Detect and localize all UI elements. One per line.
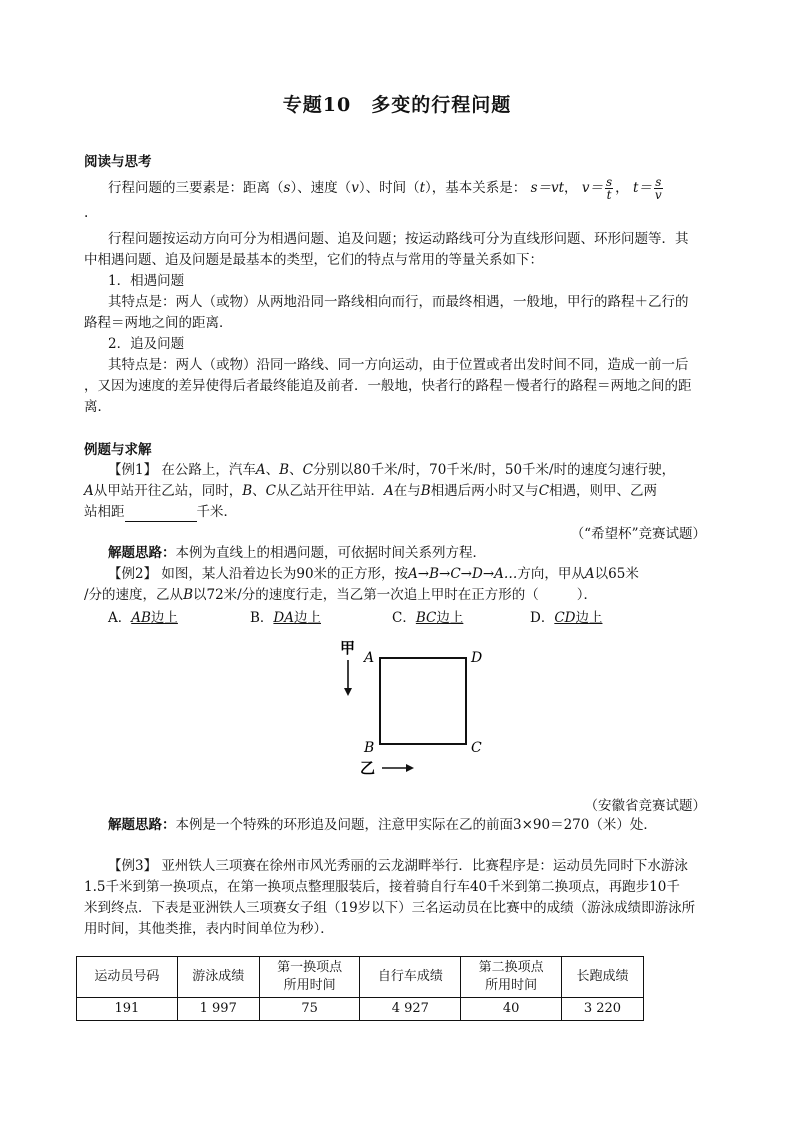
vertex-c: C bbox=[471, 740, 482, 756]
arrow-jia-head bbox=[344, 688, 352, 696]
example-1-hint: 解题思路：本例为直线上的相遇问题，可依据时间关系列方程． bbox=[108, 545, 486, 561]
arrow-yi-head bbox=[406, 764, 414, 772]
paragraph-meeting-2: 路程＝两地之间的距离． bbox=[84, 315, 233, 331]
option-d: D．CD边上 bbox=[530, 610, 603, 626]
example-3-line-3: 米到终点．下表是亚洲铁人三项赛女子组（19岁以下）三名运动员在比赛中的成绩（游泳成绩即游泳所 bbox=[84, 900, 696, 916]
paragraph-dot: . bbox=[84, 205, 89, 221]
header-swim: 游泳成绩 bbox=[177, 957, 259, 998]
table-row: 191 1 997 75 4 927 40 3 220 bbox=[77, 998, 644, 1021]
example-3-line-1: 【例3】 亚州铁人三项赛在徐州市风光秀丽的云龙湖畔举行．比赛程序是：运动员先同时下水游泳 bbox=[108, 858, 688, 874]
formula-t: t＝ bbox=[632, 180, 652, 196]
header-bike: 自行车成绩 bbox=[360, 957, 461, 998]
page-title: 专题10 多变的行程问题 bbox=[282, 94, 512, 116]
example-1-line-2: A从甲站开往乙站，同时，B、C从乙站开往甲站．A在与B相遇后两小时又与C相遇，则甲、乙两 bbox=[84, 483, 658, 499]
option-c: C．BC边上 bbox=[392, 610, 464, 626]
label-yi: 乙 bbox=[360, 759, 376, 777]
header-t1: 第一换项点 所用时间 bbox=[259, 957, 360, 998]
paragraph-chasing-1: 其特点是：两人（或物）沿同一路线、同一方向运动，由于位置或者出发时间不同，造成一前一后 bbox=[108, 357, 689, 373]
table-header-row bbox=[77, 957, 644, 998]
subheading-chasing: 2．追及问题 bbox=[108, 336, 185, 352]
example-1-line-1: 【例1】 在公路上，汽车A、B、C分别以80千米/时，70千米/时，50千米/时的速度匀速行驶， bbox=[108, 462, 676, 478]
label-jia: 甲 bbox=[340, 639, 356, 657]
vertex-a: A bbox=[364, 650, 375, 666]
example-2-line-1: 【例2】 如图，某人沿着边长为90米的正方形，按A→B→C→D→A…方向，甲从A以65米 bbox=[108, 566, 639, 582]
answer-blank bbox=[125, 507, 197, 522]
paragraph-classification-1: 行程问题按运动方向可分为相遇问题、追及问题；按运动路线可分为直线形问题、环形问题等．其 bbox=[108, 231, 689, 247]
subheading-meeting: 1．相遇问题 bbox=[108, 273, 185, 289]
paragraph-classification-2: 中相遇问题、追及问题是最基本的类型，它们的特点与常用的等量关系如下： bbox=[84, 252, 543, 268]
paragraph-basic-relation: 行程问题的三要素是：距离（s）、速度（v）、时间（t），基本关系是： s＝vt， v＝ $\frac{s}{t}$ ， t＝ $\frac{s}{v}$ bbox=[108, 175, 662, 202]
paragraph-chasing-3: 离． bbox=[84, 399, 111, 415]
section-heading-examples: 例题与求解 bbox=[84, 442, 152, 458]
square bbox=[380, 658, 466, 744]
option-b: B．DA边上 bbox=[250, 610, 321, 626]
fraction-s-over-t: $\frac{s}{t}$ bbox=[605, 175, 613, 202]
example-2-hint: 解题思路：本例是一个特殊的环形追及问题，注意甲实际在乙的前面3×90＝270（米）处． bbox=[108, 817, 657, 833]
section-heading-reading: 阅读与思考 bbox=[84, 154, 152, 170]
example-1-source: （“希望杯”竞赛试题） bbox=[570, 526, 706, 542]
example-3-line-2: 1.5千米到第一换项点，在第一换项点整理服装后，接着骑自行车40千米到第二换项点，再跑步10千 bbox=[84, 879, 680, 895]
paragraph-chasing-2: ，又因为速度的差异使得后者最终能追及前者．一般地，快者行的路程－慢者行的路程＝两地之间的距 bbox=[84, 378, 692, 394]
example-2-line-2: /分的速度，乙从B以72米/分的速度行走，当乙第一次追上甲时在正方形的（ ）． bbox=[84, 587, 597, 603]
header-t2: 第二换项点 所用时间 bbox=[461, 957, 562, 998]
header-run: 长跑成绩 bbox=[561, 957, 643, 998]
header-athlete-number: 运动员号码 bbox=[77, 957, 178, 998]
square-path-figure bbox=[330, 636, 490, 782]
formula-v: v＝ bbox=[581, 180, 603, 196]
vertex-d: D bbox=[471, 650, 483, 666]
formula-svt: s＝vt bbox=[530, 180, 565, 196]
paragraph-meeting-1: 其特点是：两人（或物）从两地沿同一路线相向而行，而最终相遇，一般地，甲行的路程＋乙行的 bbox=[108, 294, 689, 310]
example-3-line-4: 用时间，其他类推，表内时间单位为秒）． bbox=[84, 921, 334, 937]
example-1-line-3: 站相距 千米． bbox=[84, 504, 237, 520]
option-a: A．AB边上 bbox=[108, 610, 178, 626]
fraction-s-over-v: $\frac{s}{v}$ bbox=[654, 175, 662, 202]
vertex-b: B bbox=[364, 740, 375, 756]
example-2-source: （安徽省竞赛试题） bbox=[584, 798, 706, 814]
results-table bbox=[76, 956, 644, 1021]
